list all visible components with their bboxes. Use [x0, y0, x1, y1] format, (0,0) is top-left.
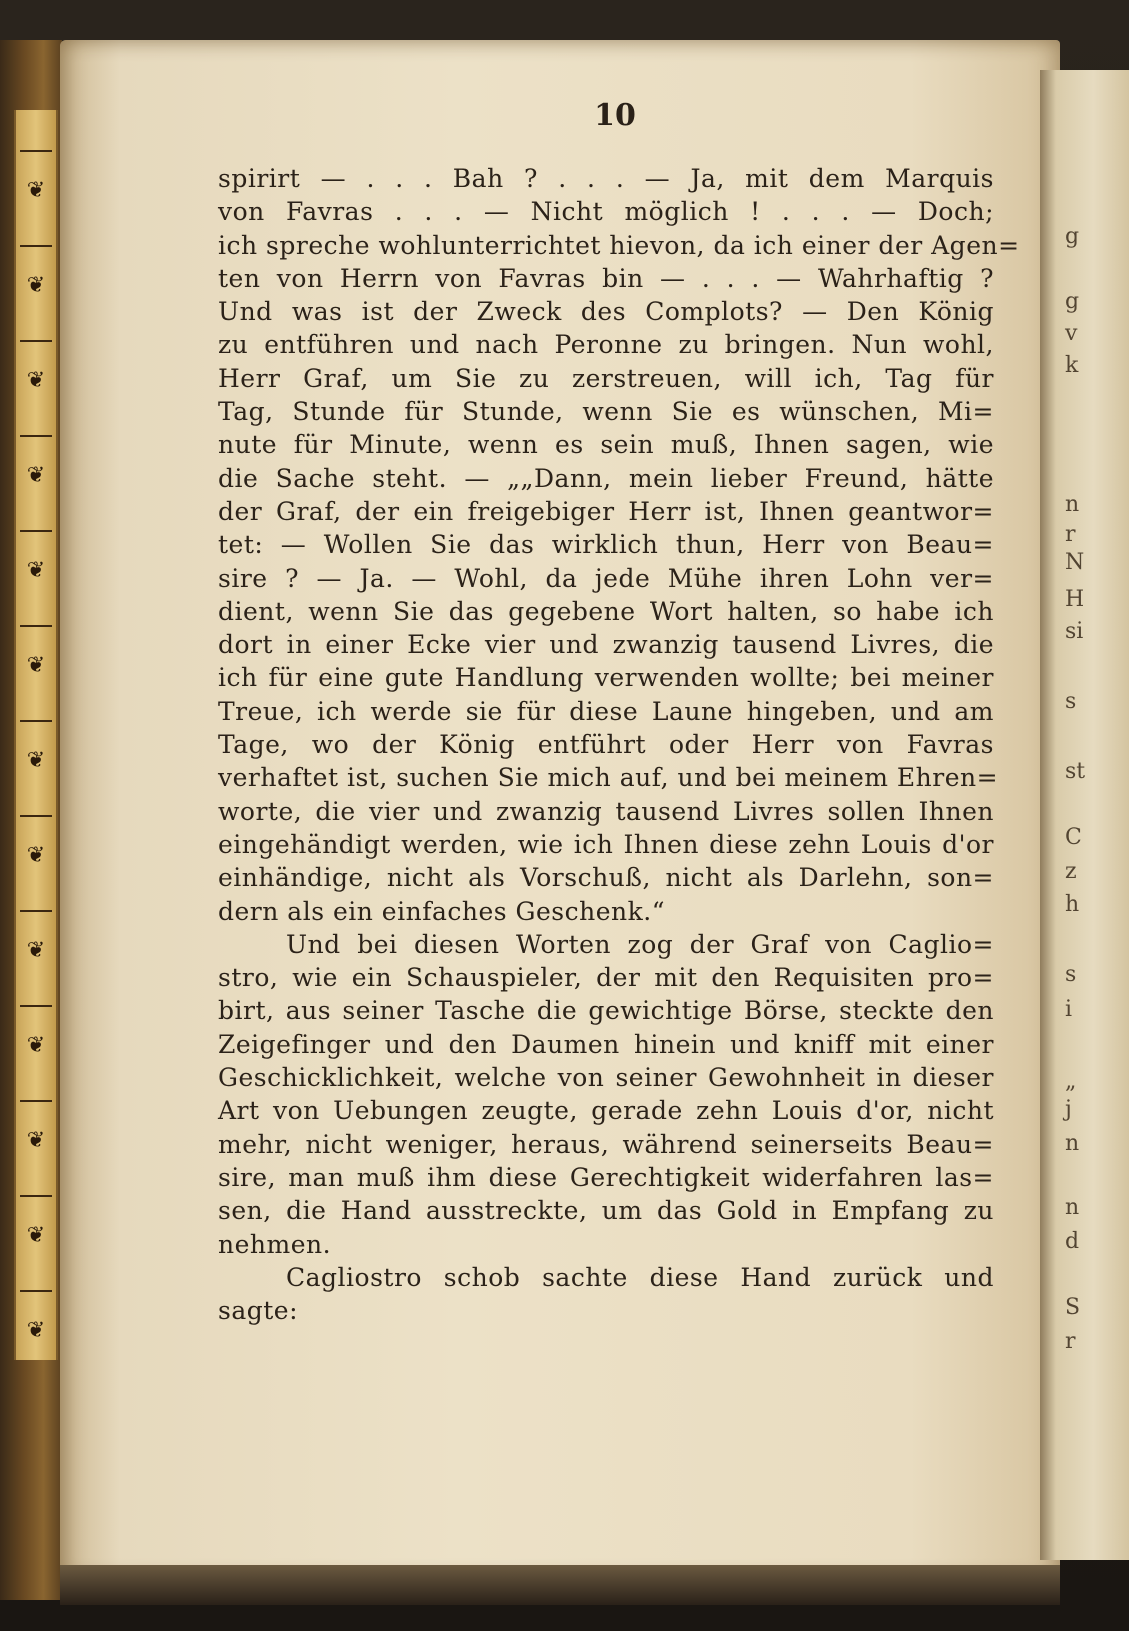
- paragraph-1: [218, 162, 1020, 928]
- text-line: Cagliostro schob sachte diese Hand zurück und: [286, 1262, 994, 1292]
- text-line: eingehändigt werden, wie ich Ihnen diese zehn Louis d'or: [218, 829, 994, 859]
- text-line: spirirt — . . . Bah ? . . . — Ja, mit dem Marquis: [218, 164, 994, 193]
- adjacent-page-fragment: n: [1065, 1131, 1080, 1156]
- text-line: Tage, wo der König entführt oder Herr von Favras: [218, 730, 994, 760]
- text-line: worte, die vier und zwanzig tausend Livres sollen Ihnen: [218, 796, 994, 826]
- spine-ornament-icon: ❦: [26, 843, 46, 868]
- text-line: verhaftet ist, suchen Sie mich auf, und bei meinem Ehren=: [218, 763, 999, 793]
- spine-ornament-rule: [20, 150, 52, 152]
- text-line: Tag, Stunde für Stunde, wenn Sie es wünschen, Mi=: [218, 397, 994, 427]
- text-line: sen, die Hand ausstreckte, um das Gold in Empfang zu: [218, 1196, 994, 1226]
- paragraph-3: [218, 1261, 994, 1328]
- adjacent-page-fragment: n: [1065, 492, 1080, 517]
- text-line: ten von Herrn von Favras bin — . . . — Wahrhaftig ?: [218, 263, 994, 293]
- adjacent-page-fragment: z: [1065, 859, 1077, 884]
- adjacent-page-fragment: S: [1065, 1295, 1081, 1320]
- spine-ornament-rule: [20, 1290, 52, 1292]
- adjacent-page-fragment: n: [1065, 1195, 1080, 1220]
- text-line: sire ? — Ja. — Wohl, da jede Mühe ihren Lohn ver=: [218, 563, 994, 593]
- adjacent-page-fragment: st: [1065, 759, 1086, 784]
- adjacent-page-fragment: j: [1065, 1097, 1072, 1122]
- adjacent-page-fragment: i: [1065, 997, 1073, 1022]
- text-line: dern als ein einfaches Geschenk.“: [218, 896, 666, 926]
- spine-ornament-rule: [20, 815, 52, 817]
- text-line: von Favras . . . — Nicht möglich ! . . . — Doch;: [218, 197, 994, 227]
- text-line: mehr, nicht weniger, heraus, während seinerseits Beau=: [218, 1129, 994, 1159]
- adjacent-page-fragment: s: [1065, 689, 1077, 714]
- page-number: 10: [594, 98, 636, 133]
- text-line: birt, aus seiner Tasche die gewichtige Börse, steckte den: [218, 996, 994, 1026]
- paragraph-2: [218, 928, 994, 1261]
- book-spine: [0, 40, 62, 1600]
- text-line: Treue, ich werde sie für diese Laune hingeben, und am: [218, 696, 994, 726]
- text-line: ich für eine gute Handlung verwenden wollte; bei meiner: [218, 663, 994, 693]
- adjacent-page-fragment: s: [1065, 962, 1077, 987]
- text-line: Herr Graf, um Sie zu zerstreuen, will ich, Tag für: [218, 363, 994, 393]
- spine-ornament-icon: ❦: [26, 1223, 46, 1248]
- adjacent-page-fragment: si: [1065, 619, 1084, 644]
- text-line: die Sache steht. — „„Dann, mein lieber Freund, hätte: [218, 463, 994, 493]
- adjacent-page-fragment: N: [1065, 550, 1085, 575]
- spine-label-tape: [14, 110, 58, 1360]
- adjacent-page-fragment: v: [1065, 321, 1078, 346]
- spine-ornament-icon: ❦: [26, 558, 46, 583]
- text-line: ich spreche wohlunterrichtet hievon, da ich einer der Agen=: [218, 230, 1020, 260]
- adjacent-page-fragment: H: [1065, 587, 1085, 612]
- adjacent-page-fragment: „: [1065, 1069, 1077, 1094]
- adjacent-page-fragment: g: [1065, 289, 1080, 314]
- adjacent-page-fragment: d: [1065, 1229, 1080, 1254]
- spine-ornament-rule: [20, 1195, 52, 1197]
- text-line: sire, man muß ihm diese Gerechtigkeit widerfahren las=: [218, 1162, 994, 1192]
- spine-ornament-icon: ❦: [26, 653, 46, 678]
- adjacent-page-fragment: C: [1065, 825, 1082, 850]
- text-line: tet: — Wollen Sie das wirklich thun, Herr von Beau=: [218, 530, 994, 560]
- text-line: der Graf, der ein freigebiger Herr ist, Ihnen geantwor=: [218, 496, 994, 526]
- text-line: dort in einer Ecke vier und zwanzig tausend Livres, die: [218, 630, 994, 660]
- adjacent-page-fragment: h: [1065, 892, 1080, 917]
- text-line: nehmen.: [218, 1229, 332, 1259]
- spine-ornament-rule: [20, 530, 52, 532]
- spine-ornament-icon: ❦: [26, 1318, 46, 1343]
- text-line: stro, wie ein Schauspieler, der mit den Requisiten pro=: [218, 963, 994, 993]
- page-bottom-edge: [60, 1565, 1060, 1605]
- spine-ornament-icon: ❦: [26, 1033, 46, 1058]
- spine-ornament-rule: [20, 1005, 52, 1007]
- text-line: Und bei diesen Worten zog der Graf von Caglio=: [286, 929, 994, 959]
- adjacent-page-fragment: r: [1065, 1329, 1076, 1354]
- adjacent-page-fragment: g: [1065, 224, 1080, 249]
- text-line: nute für Minute, wenn es sein muß, Ihnen sagen, wie: [218, 430, 994, 460]
- text-line: Und was ist der Zweck des Complots? — Den König: [218, 297, 994, 327]
- text-line: sagte:: [218, 1296, 299, 1326]
- spine-ornament-icon: ❦: [26, 178, 46, 203]
- adjacent-page-fragment: k: [1065, 353, 1079, 378]
- text-line: dient, wenn Sie das gegebene Wort halten, so habe ich: [218, 596, 994, 626]
- spine-ornament-icon: ❦: [26, 748, 46, 773]
- text-line: Art von Uebungen zeugte, gerade zehn Louis d'or, nicht: [218, 1096, 994, 1126]
- text-line: Zeigefinger und den Daumen hinein und kniff mit einer: [218, 1029, 994, 1059]
- spine-ornament-rule: [20, 340, 52, 342]
- text-line: zu entführen und nach Peronne zu bringen. Nun wohl,: [218, 330, 994, 360]
- spine-ornament-rule: [20, 245, 52, 247]
- spine-ornament-rule: [20, 720, 52, 722]
- spine-ornament-rule: [20, 435, 52, 437]
- adjacent-page-fragment: r: [1065, 522, 1076, 547]
- spine-ornament-icon: ❦: [26, 463, 46, 488]
- spine-ornament-icon: ❦: [26, 1128, 46, 1153]
- text-line: einhändige, nicht als Vorschuß, nicht als Darlehn, son=: [218, 863, 994, 893]
- text-line: Geschicklichkeit, welche von seiner Gewohnheit in dieser: [218, 1063, 994, 1093]
- spine-ornament-rule: [20, 625, 52, 627]
- spine-ornament-rule: [20, 910, 52, 912]
- body-text: [218, 162, 1020, 1327]
- spine-ornament-rule: [20, 1100, 52, 1102]
- spine-ornament-icon: ❦: [26, 938, 46, 963]
- spine-ornament-icon: ❦: [26, 273, 46, 298]
- spine-ornament-icon: ❦: [26, 368, 46, 393]
